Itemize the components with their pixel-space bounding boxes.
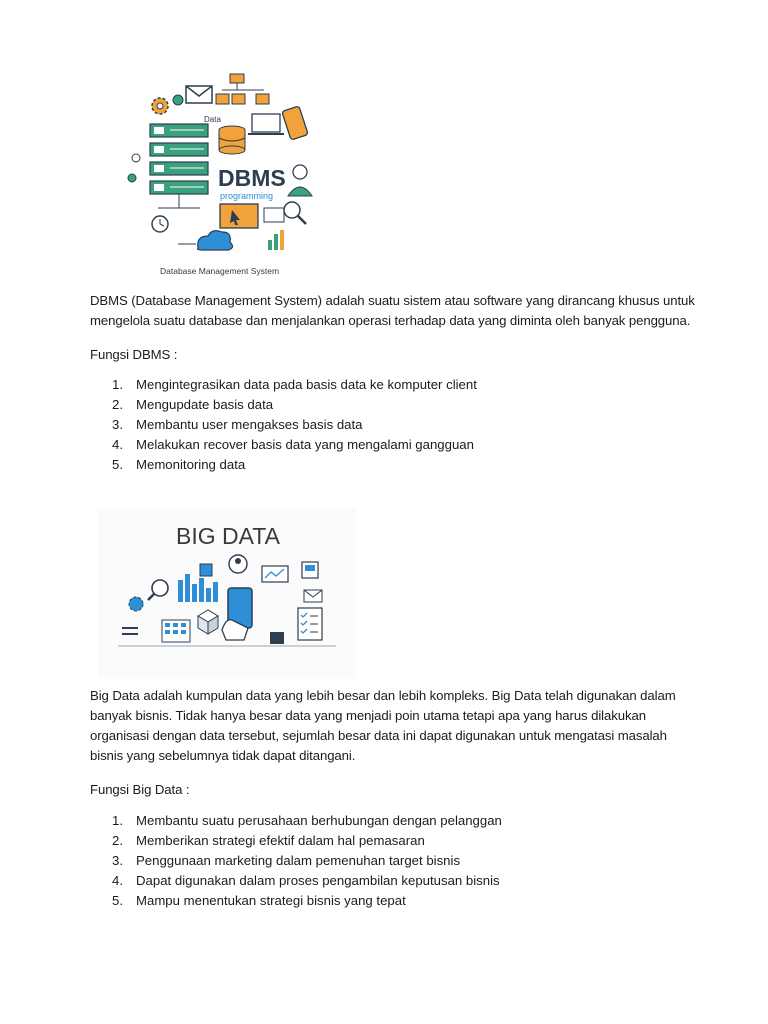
dashboard-icon [262,566,288,582]
dbms-caption: Database Management System [160,266,280,276]
list-text: Mengupdate basis data [136,397,274,412]
gear-icon [152,95,183,114]
browser-icon [302,562,318,578]
list-text: Melakukan recover basis data yang mengalami gangguan [136,437,474,452]
list-number: 3. [112,417,123,432]
list-number: 4. [112,437,123,452]
list-text: Memberikan strategi efektif dalam hal pemasaran [136,833,425,848]
phone-icon [282,106,308,140]
list-text: Dapat digunakan dalam proses pengambilan keputusan bisnis [136,873,500,888]
clock-icon [152,216,168,232]
list-item [90,455,477,475]
big-data-paragraph [90,686,710,766]
dbms-word: DBMS [218,165,286,191]
bar-chart-icon [268,230,284,250]
chip-icon [200,564,212,576]
dbms-paragraph [90,291,710,331]
data-label: Data [204,115,221,124]
checklist-icon [298,608,322,640]
list-item [90,395,477,415]
user-icon [229,555,247,573]
list-text: Penggunaan marketing dalam pemenuhan target bisnis [136,853,461,868]
list-text: Mengintegrasikan data pada basis data ke komputer client [136,377,477,392]
list-item [90,871,502,891]
cloud-icon [178,231,233,250]
big-data-heading: Fungsi Big Data : [90,782,190,797]
list-number: 2. [112,833,123,848]
list-number: 5. [112,893,123,908]
dbms-illustration [118,68,328,278]
laptop-icon [248,114,284,134]
big-data-paragraph-line: bisnis yang sebelumnya tidak dapat ditangani. [90,748,356,763]
monitor-cursor-icon [220,204,284,228]
list-number: 4. [112,873,123,888]
list-item [90,891,502,911]
big-data-function-list [90,811,502,911]
list-item [90,811,502,831]
list-number: 1. [112,813,123,828]
list-text: Mampu menentukan strategi bisnis yang tepat [136,893,406,908]
calendar-grid-icon [162,620,190,642]
list-number: 3. [112,853,123,868]
big-data-illustration [98,508,356,678]
big-data-paragraph-line: banyak bisnis. Tidak hanya besar data yang menjadi poin utama tetapi apa yang harus dilakukan [90,708,646,723]
list-item [90,415,477,435]
list-number: 1. [112,377,123,392]
sitemap-icon [216,74,269,104]
dot-icon [132,154,140,162]
envelope-icon [304,590,322,602]
list-text: Membantu user mengakses basis data [136,417,363,432]
magnifier-icon [284,202,306,224]
list-text: Memonitoring data [136,457,246,472]
envelope-icon [186,86,212,103]
list-text: Membantu suatu perusahaan berhubungan dengan pelanggan [136,813,502,828]
dbms-paragraph-line: mengelola suatu database dan menjalankan operasi terhadap data yang diminta oleh banyak pengguna. [90,313,691,328]
dbms-paragraph-line: DBMS (Database Management System) adalah suatu sistem atau software yang dirancang khusus untuk [90,293,695,308]
list-item [90,831,502,851]
big-data-paragraph-line: Big Data adalah kumpulan data yang lebih besar dan lebih kompleks. Big Data telah digunakan dalam [90,688,676,703]
user-avatar-icon [288,165,312,196]
big-data-paragraph-line: organisasi dengan data tersebut, sejumlah besar data ini dapat digunakan untuk mengatasi masalah [90,728,667,743]
list-number: 5. [112,457,123,472]
server-rack-icon [150,124,208,208]
list-item [90,851,502,871]
list-item [90,375,477,395]
programming-label: programming [220,191,274,201]
database-cylinder-icon [219,126,245,154]
big-data-title: BIG DATA [176,523,280,549]
list-number: 2. [112,397,123,412]
list-item [90,435,477,455]
dbms-heading: Fungsi DBMS : [90,347,178,362]
small-gear-icon [128,174,136,182]
dbms-function-list [90,375,477,475]
coffee-cup-icon [270,632,284,644]
gear-icon [129,597,143,611]
